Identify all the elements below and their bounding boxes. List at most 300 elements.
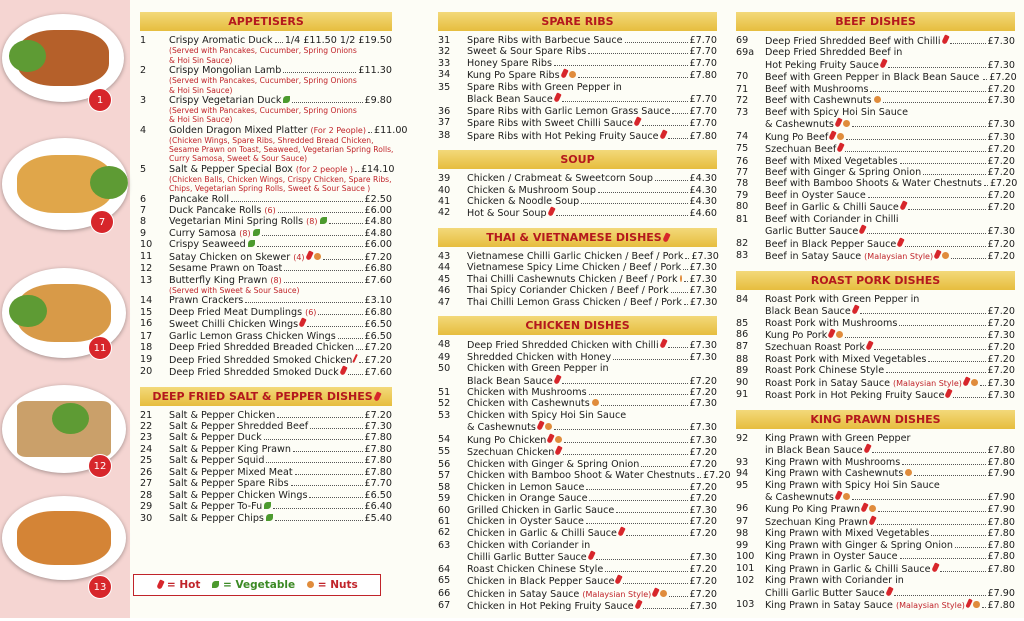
item-number: 7: [140, 204, 147, 216]
item-price: £2.50: [364, 193, 392, 205]
chilli-icon: [962, 376, 970, 386]
item-name: Garlic Lemon Grass Chicken Wings: [169, 330, 336, 342]
menu-item: [736, 551, 1015, 562]
item-body: [765, 457, 1015, 468]
item-number: 11: [140, 250, 153, 262]
item-line: [169, 163, 395, 175]
item-number: 5: [140, 163, 147, 175]
item-price: £5.40: [364, 512, 392, 524]
menu-item: [736, 468, 1015, 479]
item-name: Chicken with Bamboo Shoot & Water Chestnuts: [467, 470, 696, 482]
item-body: [765, 131, 1015, 143]
item-number: 31: [438, 35, 451, 46]
item-number: 36: [438, 105, 451, 117]
chilli-icon: [560, 69, 568, 79]
item-line: [765, 503, 1015, 515]
nut-icon: [843, 493, 850, 500]
item-name: Beef with Mixed Vegetables: [765, 155, 898, 167]
item-line: [169, 205, 392, 216]
item-number: 99: [736, 539, 749, 551]
item-body: [467, 251, 717, 262]
item-line: [765, 156, 1015, 167]
item-body: [765, 143, 1015, 155]
chilli-icon: [659, 129, 667, 139]
item-line: [467, 93, 717, 105]
item-line: [765, 468, 1015, 479]
item-price: £7.90: [987, 504, 1015, 516]
item-price: £7.20: [689, 458, 717, 470]
item-body: [169, 295, 392, 306]
item-number: 63: [438, 539, 451, 551]
item-note: (Malaysian Style): [864, 252, 934, 262]
item-name: Grilled Chicken in Garlic Sauce: [467, 504, 615, 516]
item-price: £7.20: [987, 317, 1015, 329]
chilli-icon: [617, 527, 625, 537]
item-name: Beef in Black Pepper Sauce: [765, 238, 897, 250]
section-title: CHICKEN DISHES: [525, 319, 630, 333]
item-name: Vietnamese Chilli Garlic Chicken / Beef / Pork: [467, 250, 684, 262]
item-price: £4.30: [689, 173, 717, 185]
dot-leader: [877, 524, 986, 525]
item-line: [467, 421, 717, 433]
item-number: 70: [736, 71, 749, 83]
item-body: [467, 493, 717, 504]
menu-item: [140, 467, 392, 478]
item-line: [467, 285, 717, 296]
section-title: SOUP: [560, 153, 595, 167]
legend-hot: [156, 579, 200, 591]
item-name: Beef in Garlic & Chilli Sauce: [765, 202, 899, 214]
item-line: [169, 307, 392, 318]
dot-leader: [564, 442, 687, 443]
menu-item: [438, 35, 717, 46]
item-body: [169, 331, 392, 342]
item-body: [765, 563, 1015, 575]
item-name: Pancake Roll: [169, 193, 230, 205]
item-number: 17: [140, 330, 153, 342]
item-name: Beef with Ginger & Spring Onion: [765, 166, 922, 178]
item-name: King Prawn with Spicy Hoi Sin Sauce: [765, 479, 940, 491]
photo-number-badge: 12: [88, 454, 112, 478]
item-body: [169, 490, 392, 501]
item-description: (Chicken Balls, Chicken Wings, Crispy Chicken, Spare Ribs,: [169, 175, 392, 185]
menu-item: [736, 329, 1015, 341]
item-number: 2: [140, 64, 147, 76]
menu-item: [140, 455, 392, 466]
item-body: [467, 516, 717, 527]
item-line: [467, 575, 717, 587]
item-number: 62: [438, 527, 451, 539]
item-line: [765, 201, 1015, 213]
item-price: £7.60: [364, 367, 392, 379]
item-note: (For 2 People): [310, 125, 366, 135]
item-price: £7.80: [689, 70, 717, 82]
item-body: [467, 434, 717, 446]
chilli-icon: [851, 304, 859, 314]
item-price: £7.30: [689, 285, 717, 297]
menu-item: [438, 69, 717, 81]
item-number: 95: [736, 479, 749, 491]
dot-leader: [668, 347, 688, 348]
item-body: [765, 238, 1015, 250]
item-body: [765, 551, 1015, 562]
menu-section: [140, 387, 392, 525]
item-body: [765, 433, 1015, 457]
dot-leader: [953, 397, 985, 398]
menu-item: [438, 117, 717, 129]
dot-leader: [626, 535, 688, 536]
item-number: 19: [140, 353, 153, 365]
menu-item: [438, 173, 717, 184]
item-price: £7.80: [364, 432, 392, 444]
chilli-icon: [931, 562, 939, 572]
item-line: [169, 467, 392, 478]
item-price: £4.80: [364, 227, 392, 239]
chilli-icon: [353, 354, 359, 363]
item-number: 87: [736, 341, 749, 353]
item-name: Chicken in Satay Sauce: [467, 588, 580, 600]
item-number: 50: [438, 363, 451, 375]
legend-hot-label: = Hot: [166, 579, 201, 591]
menu-item: [438, 470, 731, 482]
item-price: £6.50: [364, 319, 392, 331]
item-name: Kung Po Chicken: [467, 434, 547, 446]
item-name: Roast Pork with Mixed Vegetables: [765, 353, 927, 365]
item-price: £6.00: [364, 239, 392, 251]
item-name: King Prawn in Garlic & Chilli Sauce: [765, 563, 931, 575]
item-line: [467, 82, 717, 93]
item-price: £7.30: [689, 273, 717, 285]
item-name: Szechuan King Prawn: [765, 516, 869, 528]
item-name: Thai Spicy Coriander Chicken / Beef / Pork: [467, 285, 669, 297]
dot-leader: [309, 497, 362, 498]
item-price: £7.70: [689, 118, 717, 130]
item-number: 94: [736, 468, 749, 480]
menu-item: [140, 318, 392, 330]
item-number: 84: [736, 293, 749, 305]
item-note: (4): [293, 252, 305, 262]
menu-item: [140, 228, 392, 239]
item-body: [467, 398, 717, 409]
item-name: Kung Po Pork: [765, 329, 828, 341]
item-number: 33: [438, 57, 451, 69]
dot-leader: [273, 508, 362, 509]
item-price: £7.30: [987, 59, 1015, 71]
item-line: [169, 366, 392, 378]
item-line: [467, 106, 717, 117]
item-number: 22: [140, 420, 153, 432]
item-body: [169, 342, 392, 353]
item-price: £7.20: [987, 353, 1015, 365]
nut-icon: [660, 590, 667, 597]
item-line: [765, 178, 1018, 190]
section-header: [438, 150, 717, 169]
dot-leader: [318, 314, 362, 315]
item-name: Spare Ribs with Green Pepper in: [467, 81, 622, 93]
item-body: [765, 468, 1015, 479]
item-line: [467, 117, 717, 129]
item-name: Crispy Vegetarian Duck: [169, 94, 282, 106]
item-price: £14.10: [360, 163, 395, 175]
item-body: [169, 194, 392, 205]
item-line: [169, 95, 392, 106]
dot-leader: [900, 163, 986, 164]
menu-item: [140, 263, 392, 274]
chilli-icon: [659, 339, 667, 349]
nut-icon: [680, 275, 682, 282]
dot-leader: [868, 197, 986, 198]
chilli-icon: [834, 490, 842, 500]
menu-item: [736, 365, 1015, 376]
item-body: [169, 354, 392, 366]
chilli-icon: [555, 446, 563, 456]
item-name: Chicken with Cashewnuts: [467, 398, 590, 410]
item-name: Salt & Pepper Shredded Beef: [169, 420, 309, 432]
chilli-icon: [899, 201, 907, 211]
item-name: Beef with Coriander in Chilli: [765, 213, 899, 225]
dot-leader: [284, 270, 362, 271]
item-name: Salt & Pepper Mixed Meat: [169, 466, 293, 478]
chilli-icon: [339, 365, 347, 375]
item-name: Deep Fried Meat Dumplings: [169, 306, 303, 318]
menu-item: [736, 143, 1015, 155]
item-name: Szechuan Chicken: [467, 447, 555, 459]
item-line: [467, 196, 717, 207]
item-name: Beef with Mushrooms: [765, 83, 869, 95]
item-name: Deep Fried Shredded Chicken with Chilli: [467, 340, 659, 352]
item-body: [467, 446, 717, 458]
dot-leader: [266, 462, 362, 463]
item-name-cont: in Black Bean Sauce: [765, 445, 863, 457]
item-body: [765, 540, 1015, 551]
item-line: [765, 95, 1015, 106]
item-price: £7.70: [689, 94, 717, 106]
item-line: [467, 410, 717, 421]
item-line: [467, 459, 717, 470]
dot-leader: [613, 359, 687, 360]
item-line: [765, 433, 1015, 444]
item-number: 79: [736, 189, 749, 201]
item-body: [169, 455, 392, 466]
nut-icon: [314, 253, 321, 260]
menu-item: [438, 482, 717, 493]
item-line: [467, 363, 717, 374]
item-number: 12: [140, 263, 153, 275]
leaf-icon: [266, 514, 273, 521]
item-name: Beef with Cashewnuts: [765, 95, 872, 107]
item-price: £7.90: [987, 587, 1015, 599]
item-price: £7.80: [987, 456, 1015, 468]
nut-icon: [843, 120, 850, 127]
item-name-cont: Garlic Butter Sauce: [765, 226, 859, 238]
chilli-icon: [945, 389, 953, 399]
item-line: [765, 457, 1015, 468]
item-price: £7.20: [364, 342, 392, 354]
item-body: [467, 285, 717, 296]
item-number: 29: [140, 501, 153, 513]
chilli-icon: [373, 391, 381, 401]
dot-leader: [951, 258, 985, 259]
item-body: [467, 262, 717, 273]
item-name: Salt & Pepper Spare Ribs: [169, 478, 289, 490]
item-name: Crispy Seaweed: [169, 239, 246, 251]
item-description: & Hoi Sin Sauce): [169, 55, 233, 65]
item-line: [169, 354, 392, 366]
item-number: 40: [438, 184, 451, 196]
dot-leader: [685, 258, 689, 259]
item-body: [169, 366, 392, 378]
menu-item: [736, 516, 1015, 528]
item-body: [169, 501, 392, 512]
menu-item: [438, 564, 717, 575]
item-body: [765, 214, 1015, 238]
item-line: [467, 173, 717, 184]
item-price: £7.30: [987, 377, 1015, 389]
menu-item: [140, 501, 392, 512]
item-price: £4.60: [689, 208, 717, 220]
dot-leader: [359, 362, 363, 363]
nut-icon: [545, 423, 552, 430]
item-body: [467, 117, 717, 129]
item-name: Szechuan Beef: [765, 144, 837, 156]
leaf-icon: [283, 96, 290, 103]
item-number: 71: [736, 83, 749, 95]
item-number: 25: [140, 455, 153, 467]
menu-section: [736, 271, 1015, 402]
dot-leader: [589, 500, 687, 501]
item-body: [765, 377, 1015, 389]
menu-item: [736, 71, 1015, 83]
chilli-icon: [587, 551, 595, 561]
item-line: [765, 318, 1015, 329]
item-price: £7.20: [689, 493, 717, 505]
item-body: [467, 564, 717, 575]
item-line: [765, 107, 1015, 118]
item-name: Beef with Green Pepper in Black Bean Sauce: [765, 72, 980, 84]
item-line: [169, 216, 392, 227]
item-price: £9.80: [364, 94, 392, 106]
item-line: [765, 354, 1015, 365]
item-name: Spare Ribs with Hot Peking Fruity Sauce: [467, 130, 659, 142]
item-name: Spare Ribs with Barbecue Sauce: [467, 35, 623, 46]
dot-leader: [923, 174, 985, 175]
dot-leader: [980, 385, 986, 386]
item-name: Curry Samosa: [169, 227, 237, 239]
section-header: [438, 12, 717, 31]
item-line: [765, 143, 1015, 155]
item-number: 80: [736, 201, 749, 213]
item-body: [169, 65, 392, 95]
item-number: 21: [140, 409, 153, 421]
item-name-cont: & Cashewnuts: [765, 119, 834, 131]
dot-leader: [860, 313, 986, 314]
item-name: Chicken with Spicy Hoi Sin Sauce: [467, 409, 627, 421]
nut-icon: [971, 379, 978, 386]
dot-leader: [684, 281, 688, 282]
item-body: [467, 339, 717, 351]
item-body: [765, 516, 1015, 528]
item-name: Salt & Pepper Duck: [169, 432, 262, 444]
item-price: £7.30: [987, 119, 1015, 131]
photo-number-badge: 13: [88, 575, 112, 599]
item-name-cont: & Cashewnuts: [467, 422, 536, 434]
item-body: [765, 167, 1015, 178]
dot-leader: [874, 349, 985, 350]
item-body: [765, 365, 1015, 376]
dot-leader: [283, 72, 356, 73]
menu-item: [736, 47, 1015, 71]
item-line: [467, 493, 717, 504]
item-line: [169, 410, 392, 421]
nut-icon: [307, 581, 314, 588]
item-price: £7.20: [689, 447, 717, 459]
item-name: Sesame Prawn on Toast: [169, 263, 283, 275]
item-name: Kung Po King Prawn: [765, 504, 861, 516]
item-number: 64: [438, 563, 451, 575]
menu-item: [438, 58, 717, 69]
item-line: [765, 225, 1015, 237]
item-line: [169, 35, 392, 46]
item-number: 96: [736, 503, 749, 515]
dot-leader: [275, 520, 363, 521]
menu-item: [140, 444, 392, 455]
item-price: £7.30: [987, 329, 1015, 341]
item-note: (6): [264, 205, 276, 215]
item-number: 20: [140, 366, 153, 378]
section-header: [438, 228, 717, 247]
chilli-icon: [879, 58, 887, 68]
item-body: [467, 540, 717, 564]
menu-item: [140, 513, 392, 524]
item-number: 18: [140, 342, 153, 354]
item-number: 24: [140, 443, 153, 455]
item-line: [169, 421, 392, 432]
item-price: £7.30: [987, 390, 1015, 402]
item-name: Thai Chilli Cashewnuts Chicken / Beef / Pork: [467, 273, 678, 285]
dot-leader: [867, 233, 985, 234]
menu-section: [438, 150, 717, 220]
section-header: [438, 316, 717, 335]
menu-item: [736, 84, 1015, 95]
item-price: £7.60: [364, 274, 392, 286]
dot-leader: [683, 269, 687, 270]
item-number: 42: [438, 207, 451, 219]
dot-leader: [900, 558, 986, 559]
dot-leader: [982, 607, 986, 608]
menu-item: [736, 480, 1015, 504]
item-number: 23: [140, 432, 153, 444]
menu-item: [438, 262, 717, 273]
menu-item: [140, 295, 392, 306]
menu-item: [736, 377, 1015, 389]
item-body: [467, 106, 717, 117]
dot-leader: [852, 499, 986, 500]
item-number: 60: [438, 504, 451, 516]
item-line: [467, 387, 717, 398]
item-price: £7.70: [364, 478, 392, 490]
dot-leader: [852, 126, 986, 127]
item-name-cont: Chilli Garlic Butter Sauce: [765, 587, 885, 599]
item-name-cont: Hot Peking Fruity Sauce: [765, 59, 879, 71]
item-body: [765, 95, 1015, 106]
item-body: [765, 84, 1015, 95]
item-note: (Malaysian Style): [582, 589, 652, 599]
item-number: 10: [140, 239, 153, 251]
item-number: 45: [438, 273, 451, 285]
item-price: £7.20: [987, 166, 1015, 178]
item-body: [467, 459, 717, 470]
dot-leader: [262, 235, 363, 236]
